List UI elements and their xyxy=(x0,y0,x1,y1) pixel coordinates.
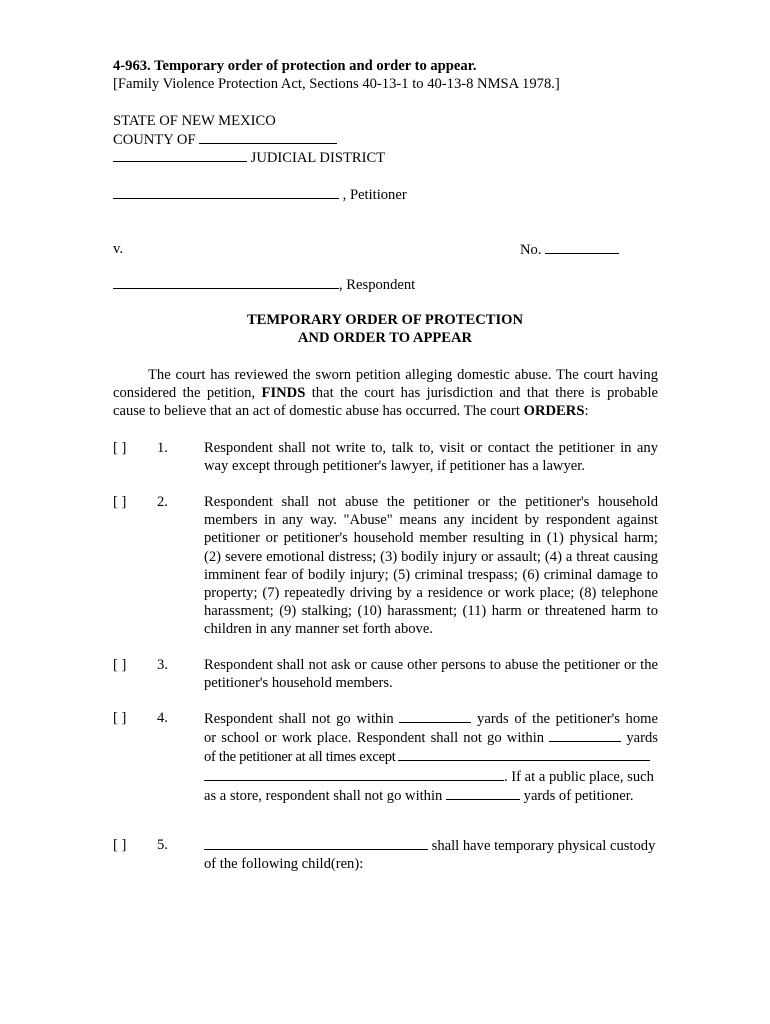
district-line xyxy=(113,148,385,167)
item-5-checkbox[interactable]: [ ] xyxy=(113,837,127,853)
petitioner-line xyxy=(113,185,407,204)
document-title-line-1: TEMPORARY ORDER OF PROTECTION xyxy=(246,312,524,328)
item-2-line: members in any way. "Abuse" means any incident by respondent against xyxy=(204,512,658,529)
item-1-text xyxy=(204,439,658,475)
county-label: COUNTY OF xyxy=(113,132,196,148)
item-2-text xyxy=(204,493,658,639)
item-1-checkbox[interactable]: [ ] xyxy=(113,440,127,456)
intro-text-2: that the court has jurisdiction and that there is probable cause to believe that an act of domestic abuse has occurred. The court xyxy=(113,385,658,420)
item-4-line-3 xyxy=(204,747,658,766)
distance-public-place-blank[interactable] xyxy=(446,786,520,800)
item-1-line: Respondent shall not write to, talk to, visit or contact the petitioner in any xyxy=(204,440,658,456)
item-3-line: petitioner's household members. xyxy=(204,675,393,692)
item-5-line-2: of the following child(ren): xyxy=(204,856,364,873)
item-4-text-part: Respondent shall not go within xyxy=(204,711,394,727)
versus-label: v. xyxy=(113,241,123,257)
item-4-text-part: yards of the petitioner's home xyxy=(477,711,658,727)
case-number-line xyxy=(520,240,619,259)
item-2-line: imminent fear of bodily injury; (5) criminal trespass; (6) criminal damage to xyxy=(204,566,658,583)
item-4-text-part: . If at a public place, such xyxy=(504,768,654,785)
district-label: JUDICIAL DISTRICT xyxy=(250,150,386,166)
item-4-text-part: yards of petitioner. xyxy=(523,787,634,804)
item-2-line: Respondent shall not abuse the petitioner or the petitioner's household xyxy=(204,494,658,510)
statute-reference: [Family Violence Protection Act, Sections 40-13-1 to 40-13-8 NMSA 1978.] xyxy=(113,76,560,92)
orders-keyword: ORDERS xyxy=(523,403,585,420)
custodian-blank[interactable] xyxy=(204,836,428,850)
item-5-text xyxy=(204,836,658,873)
intro-text-3: : xyxy=(584,403,589,420)
intro-paragraph xyxy=(113,366,658,421)
item-4-line-2 xyxy=(204,728,658,747)
item-5-text-part: shall have temporary physical custody xyxy=(431,838,656,854)
district-blank[interactable] xyxy=(113,148,247,162)
distance-petitioner-blank[interactable] xyxy=(549,728,621,742)
case-number-label: No. xyxy=(520,242,542,258)
item-4-text-part: as a store, respondent shall not go within xyxy=(204,787,443,804)
item-4-text-part: yards xyxy=(626,730,658,747)
item-5-line-1 xyxy=(204,836,658,855)
document-title-line-2: AND ORDER TO APPEAR xyxy=(297,330,473,346)
item-5-number: 5. xyxy=(157,837,168,853)
exception-continued-blank[interactable] xyxy=(204,767,504,781)
item-1-number: 1. xyxy=(157,440,168,456)
item-4-line-5 xyxy=(204,786,658,805)
intro-text-1: The court has reviewed the sworn petition alleging domestic abuse. The court having considered the petition, xyxy=(113,367,658,402)
respondent-line xyxy=(113,275,415,294)
item-3-line: Respondent shall not ask or cause other persons to abuse the petitioner or the xyxy=(204,657,658,673)
distance-home-blank[interactable] xyxy=(399,709,471,723)
petitioner-blank[interactable] xyxy=(113,185,339,199)
state-line: STATE OF NEW MEXICO xyxy=(113,113,276,129)
item-2-line: children in any manner set forth above. xyxy=(204,621,433,638)
item-2-checkbox[interactable]: [ ] xyxy=(113,494,127,510)
exception-blank[interactable] xyxy=(398,747,650,761)
item-3-text xyxy=(204,656,658,692)
respondent-label: , Respondent xyxy=(339,277,416,293)
case-number-blank[interactable] xyxy=(545,240,619,254)
item-2-line: (2) severe emotional distress; (3) bodily injury or assault; (4) a threat causing xyxy=(204,548,658,565)
finds-keyword: FINDS xyxy=(261,385,306,402)
item-2-line: property; (7) repeatedly driving by a residence or work place; (8) telephone xyxy=(204,585,658,602)
item-1-line: way except through petitioner's lawyer, if petitioner has a lawyer. xyxy=(204,458,585,475)
item-2-line: petitioner or petitioner's household member resulting in (1) physical harm; xyxy=(204,530,658,547)
item-4-line-1 xyxy=(204,709,658,728)
county-line xyxy=(113,130,337,149)
item-3-checkbox[interactable]: [ ] xyxy=(113,657,127,673)
county-blank[interactable] xyxy=(199,130,337,144)
item-4-text-part: of the petitioner at all times except xyxy=(204,749,396,766)
item-4-text-part: or school or work place. Respondent shall not go within xyxy=(204,730,545,747)
item-4-line-4 xyxy=(204,767,658,786)
item-2-line: harassment; (9) stalking; (10) harassment; (11) harm or threatened harm to xyxy=(204,603,658,620)
item-2-number: 2. xyxy=(157,494,168,510)
item-4-checkbox[interactable]: [ ] xyxy=(113,710,127,726)
item-4-text xyxy=(204,709,658,805)
respondent-blank[interactable] xyxy=(113,275,339,289)
petitioner-label: , Petitioner xyxy=(342,187,407,203)
rule-title: 4-963. Temporary order of protection and order to appear. xyxy=(113,58,477,74)
item-3-number: 3. xyxy=(157,657,168,673)
item-4-number: 4. xyxy=(157,710,168,726)
